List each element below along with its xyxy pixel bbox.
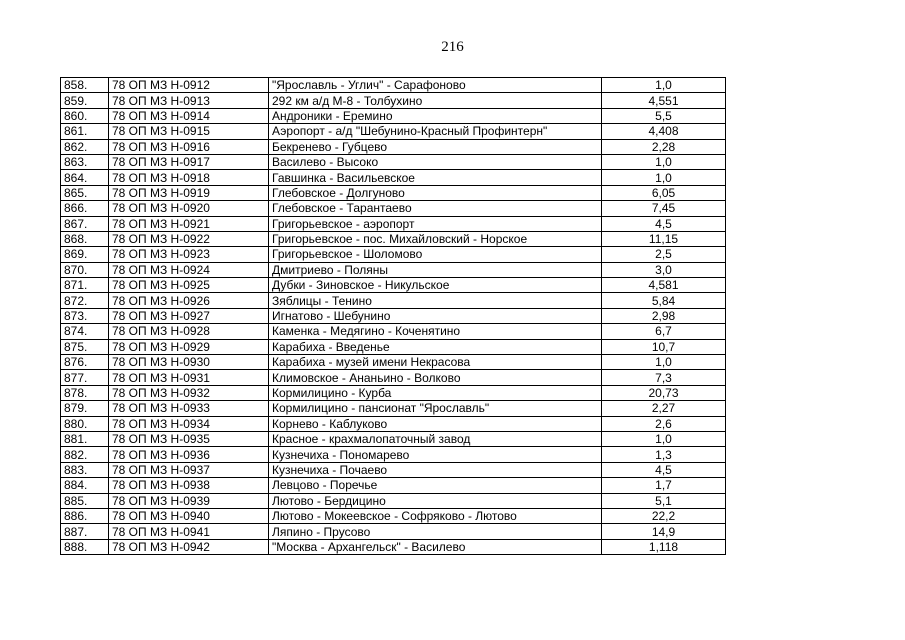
road-length-cell: 2,6 [602, 416, 726, 431]
road-code-cell: 78 ОП МЗ Н-0919 [109, 185, 269, 200]
road-code-cell: 78 ОП МЗ Н-0912 [109, 78, 269, 93]
row-number-cell: 878. [61, 385, 109, 400]
road-length-cell: 1,7 [602, 478, 726, 493]
road-length-cell: 5,84 [602, 293, 726, 308]
row-number-cell: 864. [61, 170, 109, 185]
table-row [61, 385, 726, 400]
table-row [61, 539, 726, 554]
road-length-cell: 4,581 [602, 278, 726, 293]
table-row [61, 339, 726, 354]
page-number: 216 [441, 39, 464, 55]
road-length-cell: 3,0 [602, 262, 726, 277]
table-row [61, 431, 726, 446]
road-name-cell: "Москва - Архангельск" - Василево [269, 539, 602, 554]
road-length-cell: 1,0 [602, 355, 726, 370]
road-name-cell: Кормилицино - Курба [269, 385, 602, 400]
table-row [61, 447, 726, 462]
row-number-cell: 881. [61, 431, 109, 446]
road-name-cell: Ляпино - Прусово [269, 524, 602, 539]
road-name-cell: Дмитриево - Поляны [269, 262, 602, 277]
table-row [61, 508, 726, 523]
road-length-cell: 1,0 [602, 170, 726, 185]
road-code-cell: 78 ОП МЗ Н-0924 [109, 262, 269, 277]
road-name-cell: Карабиха - Введенье [269, 339, 602, 354]
row-number-cell: 873. [61, 308, 109, 323]
road-length-cell: 7,45 [602, 201, 726, 216]
road-code-cell: 78 ОП МЗ Н-0914 [109, 108, 269, 123]
road-length-cell: 7,3 [602, 370, 726, 385]
road-length-cell: 22,2 [602, 508, 726, 523]
road-length-cell: 6,05 [602, 185, 726, 200]
road-length-cell: 2,98 [602, 308, 726, 323]
road-name-cell: Каменка - Медягино - Коченятино [269, 324, 602, 339]
road-length-cell: 1,3 [602, 447, 726, 462]
road-code-cell: 78 ОП МЗ Н-0932 [109, 385, 269, 400]
row-number-cell: 865. [61, 185, 109, 200]
road-length-cell: 10,7 [602, 339, 726, 354]
table-row [61, 278, 726, 293]
row-number-cell: 885. [61, 493, 109, 508]
road-code-cell: 78 ОП МЗ Н-0913 [109, 93, 269, 108]
road-name-cell: Кормилицино - пансионат "Ярославль" [269, 401, 602, 416]
road-length-cell: 1,0 [602, 78, 726, 93]
table-row [61, 401, 726, 416]
road-length-cell: 5,1 [602, 493, 726, 508]
road-code-cell: 78 ОП МЗ Н-0921 [109, 216, 269, 231]
road-code-cell: 78 ОП МЗ Н-0928 [109, 324, 269, 339]
table-row [61, 308, 726, 323]
road-code-cell: 78 ОП МЗ Н-0936 [109, 447, 269, 462]
table-row [61, 108, 726, 123]
table-row [61, 216, 726, 231]
row-number-cell: 888. [61, 539, 109, 554]
road-length-cell: 1,118 [602, 539, 726, 554]
row-number-cell: 868. [61, 231, 109, 246]
table-row [61, 78, 726, 93]
row-number-cell: 859. [61, 93, 109, 108]
road-name-cell: Григорьевское - пос. Михайловский - Норское [269, 231, 602, 246]
table-row [61, 355, 726, 370]
road-name-cell: Григорьевское - Шоломово [269, 247, 602, 262]
road-code-cell: 78 ОП МЗ Н-0941 [109, 524, 269, 539]
road-name-cell: Бекренево - Губцево [269, 139, 602, 154]
roads-table [60, 77, 726, 555]
table-row [61, 478, 726, 493]
road-name-cell: Левцово - Поречье [269, 478, 602, 493]
row-number-cell: 877. [61, 370, 109, 385]
road-length-cell: 1,0 [602, 154, 726, 169]
road-code-cell: 78 ОП МЗ Н-0939 [109, 493, 269, 508]
road-code-cell: 78 ОП МЗ Н-0937 [109, 462, 269, 477]
road-name-cell: Лютово - Мокеевское - Софряково - Лютово [269, 508, 602, 523]
row-number-cell: 867. [61, 216, 109, 231]
row-number-cell: 869. [61, 247, 109, 262]
row-number-cell: 871. [61, 278, 109, 293]
row-number-cell: 875. [61, 339, 109, 354]
road-code-cell: 78 ОП МЗ Н-0923 [109, 247, 269, 262]
table-row [61, 524, 726, 539]
row-number-cell: 866. [61, 201, 109, 216]
road-name-cell: Дубки - Зиновское - Никульское [269, 278, 602, 293]
road-length-cell: 5,5 [602, 108, 726, 123]
row-number-cell: 872. [61, 293, 109, 308]
road-length-cell: 4,408 [602, 124, 726, 139]
table-row [61, 462, 726, 477]
row-number-cell: 882. [61, 447, 109, 462]
table-row [61, 170, 726, 185]
road-length-cell: 6,7 [602, 324, 726, 339]
road-code-cell: 78 ОП МЗ Н-0918 [109, 170, 269, 185]
table-row [61, 493, 726, 508]
road-length-cell: 4,551 [602, 93, 726, 108]
road-code-cell: 78 ОП МЗ Н-0929 [109, 339, 269, 354]
road-code-cell: 78 ОП МЗ Н-0940 [109, 508, 269, 523]
road-code-cell: 78 ОП МЗ Н-0927 [109, 308, 269, 323]
road-code-cell: 78 ОП МЗ Н-0915 [109, 124, 269, 139]
road-name-cell: Василево - Высоко [269, 154, 602, 169]
road-name-cell: Зяблицы - Тенино [269, 293, 602, 308]
row-number-cell: 884. [61, 478, 109, 493]
row-number-cell: 874. [61, 324, 109, 339]
table-row [61, 247, 726, 262]
road-name-cell: Григорьевское - аэропорт [269, 216, 602, 231]
road-name-cell: Климовское - Ананьино - Волково [269, 370, 602, 385]
road-name-cell: Корнево - Каблуково [269, 416, 602, 431]
road-name-cell: Глебовское - Долгуново [269, 185, 602, 200]
row-number-cell: 858. [61, 78, 109, 93]
table-row [61, 231, 726, 246]
road-code-cell: 78 ОП МЗ Н-0920 [109, 201, 269, 216]
table-row [61, 201, 726, 216]
road-code-cell: 78 ОП МЗ Н-0926 [109, 293, 269, 308]
row-number-cell: 860. [61, 108, 109, 123]
road-code-cell: 78 ОП МЗ Н-0933 [109, 401, 269, 416]
row-number-cell: 861. [61, 124, 109, 139]
table-row [61, 416, 726, 431]
road-code-cell: 78 ОП МЗ Н-0935 [109, 431, 269, 446]
road-length-cell: 11,15 [602, 231, 726, 246]
row-number-cell: 886. [61, 508, 109, 523]
road-name-cell: Лютово - Бердицино [269, 493, 602, 508]
road-name-cell: "Ярославль - Углич" - Сарафоново [269, 78, 602, 93]
row-number-cell: 880. [61, 416, 109, 431]
road-code-cell: 78 ОП МЗ Н-0917 [109, 154, 269, 169]
road-length-cell: 1,0 [602, 431, 726, 446]
road-name-cell: Гавшинка - Васильевское [269, 170, 602, 185]
table-row [61, 185, 726, 200]
road-name-cell: Андроники - Еремино [269, 108, 602, 123]
table-row [61, 93, 726, 108]
table-row [61, 370, 726, 385]
road-code-cell: 78 ОП МЗ Н-0930 [109, 355, 269, 370]
road-code-cell: 78 ОП МЗ Н-0942 [109, 539, 269, 554]
road-length-cell: 20,73 [602, 385, 726, 400]
road-name-cell: Игнатово - Шебунино [269, 308, 602, 323]
road-name-cell: 292 км а/д М-8 - Толбухино [269, 93, 602, 108]
table-row [61, 262, 726, 277]
road-code-cell: 78 ОП МЗ Н-0916 [109, 139, 269, 154]
row-number-cell: 879. [61, 401, 109, 416]
table-row [61, 124, 726, 139]
row-number-cell: 883. [61, 462, 109, 477]
road-length-cell: 4,5 [602, 462, 726, 477]
roads-table-body [61, 78, 726, 555]
road-code-cell: 78 ОП МЗ Н-0931 [109, 370, 269, 385]
row-number-cell: 887. [61, 524, 109, 539]
table-row [61, 293, 726, 308]
road-name-cell: Глебовское - Тарантаево [269, 201, 602, 216]
road-name-cell: Красное - крахмалопаточный завод [269, 431, 602, 446]
road-name-cell: Кузнечиха - Почаево [269, 462, 602, 477]
road-length-cell: 4,5 [602, 216, 726, 231]
road-code-cell: 78 ОП МЗ Н-0938 [109, 478, 269, 493]
row-number-cell: 870. [61, 262, 109, 277]
road-code-cell: 78 ОП МЗ Н-0922 [109, 231, 269, 246]
road-length-cell: 2,5 [602, 247, 726, 262]
road-length-cell: 14,9 [602, 524, 726, 539]
table-row [61, 324, 726, 339]
row-number-cell: 862. [61, 139, 109, 154]
road-name-cell: Карабиха - музей имени Некрасова [269, 355, 602, 370]
row-number-cell: 876. [61, 355, 109, 370]
road-name-cell: Кузнечиха - Пономарево [269, 447, 602, 462]
table-row [61, 139, 726, 154]
road-length-cell: 2,27 [602, 401, 726, 416]
road-length-cell: 2,28 [602, 139, 726, 154]
road-name-cell: Аэропорт - а/д "Шебунино-Красный Профинтерн" [269, 124, 602, 139]
road-code-cell: 78 ОП МЗ Н-0934 [109, 416, 269, 431]
table-row [61, 154, 726, 169]
road-code-cell: 78 ОП МЗ Н-0925 [109, 278, 269, 293]
row-number-cell: 863. [61, 154, 109, 169]
